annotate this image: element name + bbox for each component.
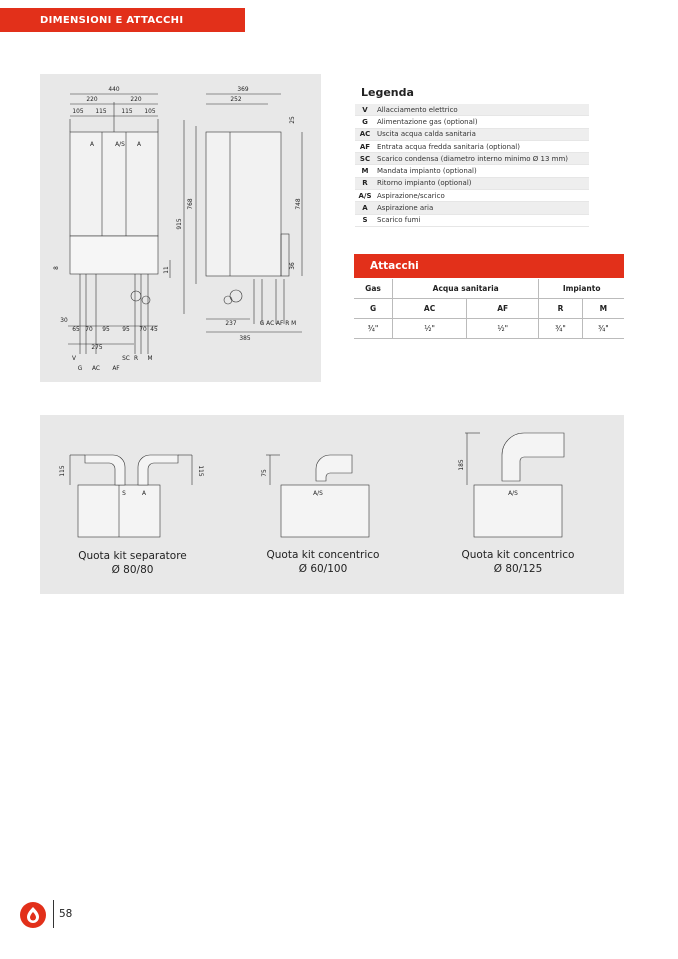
dim-70-left: 70 (85, 325, 93, 333)
conn-r: R (133, 354, 139, 362)
size-af: ½" (467, 319, 539, 339)
dim-440: 440 (108, 85, 120, 93)
size-m: ¾" (582, 319, 624, 339)
kit2-label-as: A/S (313, 489, 323, 497)
front-label-a-left: A (90, 140, 94, 148)
legend-title: Legenda (361, 86, 414, 99)
size-ac: ½" (393, 319, 467, 339)
code-ac: AC (393, 299, 467, 319)
dim-25: 25 (288, 116, 296, 124)
side-conn-labels: G AC AF R M (259, 319, 297, 327)
code-r: R (539, 299, 582, 319)
kit3-dim: 185 (457, 459, 465, 471)
kit1-dim-left: 115 (58, 465, 66, 477)
group-acqua-sanitaria: Acqua sanitaria (393, 279, 539, 299)
dim-95-left: 95 (102, 325, 110, 333)
dim-36: 36 (288, 262, 296, 270)
attacchi-group-row (354, 279, 624, 299)
conn-ac: AC (92, 364, 100, 372)
kit-caption-concentrico-60: Quota kit concentrico Ø 60/100 (266, 549, 380, 575)
dim-237: 237 (225, 319, 237, 327)
dim-8: 8 (52, 266, 60, 270)
legend-row: AF Entrata acqua fredda sanitaria (optional) (355, 140, 589, 152)
brand-logo-icon (20, 902, 46, 928)
size-r: ¾" (539, 319, 582, 339)
dim-369: 369 (237, 85, 249, 93)
dim-915: 915 (175, 218, 183, 230)
code-af: AF (467, 299, 539, 319)
kit2-dim: 75 (260, 469, 268, 477)
attacchi-size-row (354, 319, 624, 339)
dim-30: 30 (60, 316, 68, 324)
dim-220-right: 220 (130, 95, 142, 103)
legend-row: S Scarico fumi (355, 214, 589, 226)
conn-g: G (77, 364, 83, 372)
attacchi-table (354, 279, 624, 339)
attacchi-title: Attacchi (354, 254, 624, 278)
kit1-label-a: A (142, 489, 146, 497)
conn-sc: SC (122, 354, 130, 362)
dim-768-side: 748 (294, 198, 302, 210)
legend-row: SC Scarico condensa (diametro interno minimo Ø 13 mm) (355, 153, 589, 165)
dimension-drawing-panel (40, 74, 321, 382)
conn-af: AF (112, 364, 120, 372)
dim-115-right: 115 (121, 107, 133, 115)
front-label-a-right: A (137, 140, 141, 148)
dim-105-right: 105 (144, 107, 156, 115)
code-m: M (582, 299, 624, 319)
front-label-as: A/S (115, 140, 125, 148)
dimension-drawing (40, 74, 321, 382)
legend-row: R Ritorno impianto (optional) (355, 177, 589, 189)
kit3-label-as: A/S (508, 489, 518, 497)
dim-768-front: 768 (186, 198, 194, 210)
kit-caption-concentrico-80: Quota kit concentrico Ø 80/125 (461, 549, 575, 575)
dim-275: 275 (91, 343, 103, 351)
code-g: G (354, 299, 393, 319)
dim-220-left: 220 (86, 95, 98, 103)
kit-caption-separatore: Quota kit separatore Ø 80/80 (78, 550, 187, 576)
kit1-label-s: S (122, 489, 126, 497)
legend-table (355, 104, 589, 227)
dim-95-right: 95 (122, 325, 130, 333)
dim-385: 385 (239, 334, 251, 342)
dim-105-left: 105 (72, 107, 84, 115)
legend-row: M Mandata impianto (optional) (355, 165, 589, 177)
conn-v: V (72, 354, 76, 362)
group-gas: Gas (354, 279, 393, 299)
conn-m: M (147, 354, 153, 362)
legend-row: V Allacciamento elettrico (355, 104, 589, 116)
section-header: DIMENSIONI E ATTACCHI (0, 8, 245, 32)
legend-row: G Alimentazione gas (optional) (355, 116, 589, 128)
dim-65: 65 (72, 325, 80, 333)
legend-row: A Aspirazione aria (355, 202, 589, 214)
kit1-dim-right: 115 (197, 465, 205, 477)
dim-70-right: 70 (139, 325, 147, 333)
attacchi-code-row (354, 299, 624, 319)
legend-row: AC Uscita acqua calda sanitaria (355, 128, 589, 140)
footer-divider (53, 900, 54, 928)
dim-252: 252 (230, 95, 242, 103)
dim-45: 45 (150, 325, 158, 333)
size-g: ¾" (354, 319, 393, 339)
dim-115-left: 115 (95, 107, 107, 115)
group-impianto: Impianto (539, 279, 624, 299)
legend-row: A/S Aspirazione/scarico (355, 190, 589, 202)
dim-11: 11 (162, 266, 170, 274)
page-number: 58 (59, 908, 73, 920)
